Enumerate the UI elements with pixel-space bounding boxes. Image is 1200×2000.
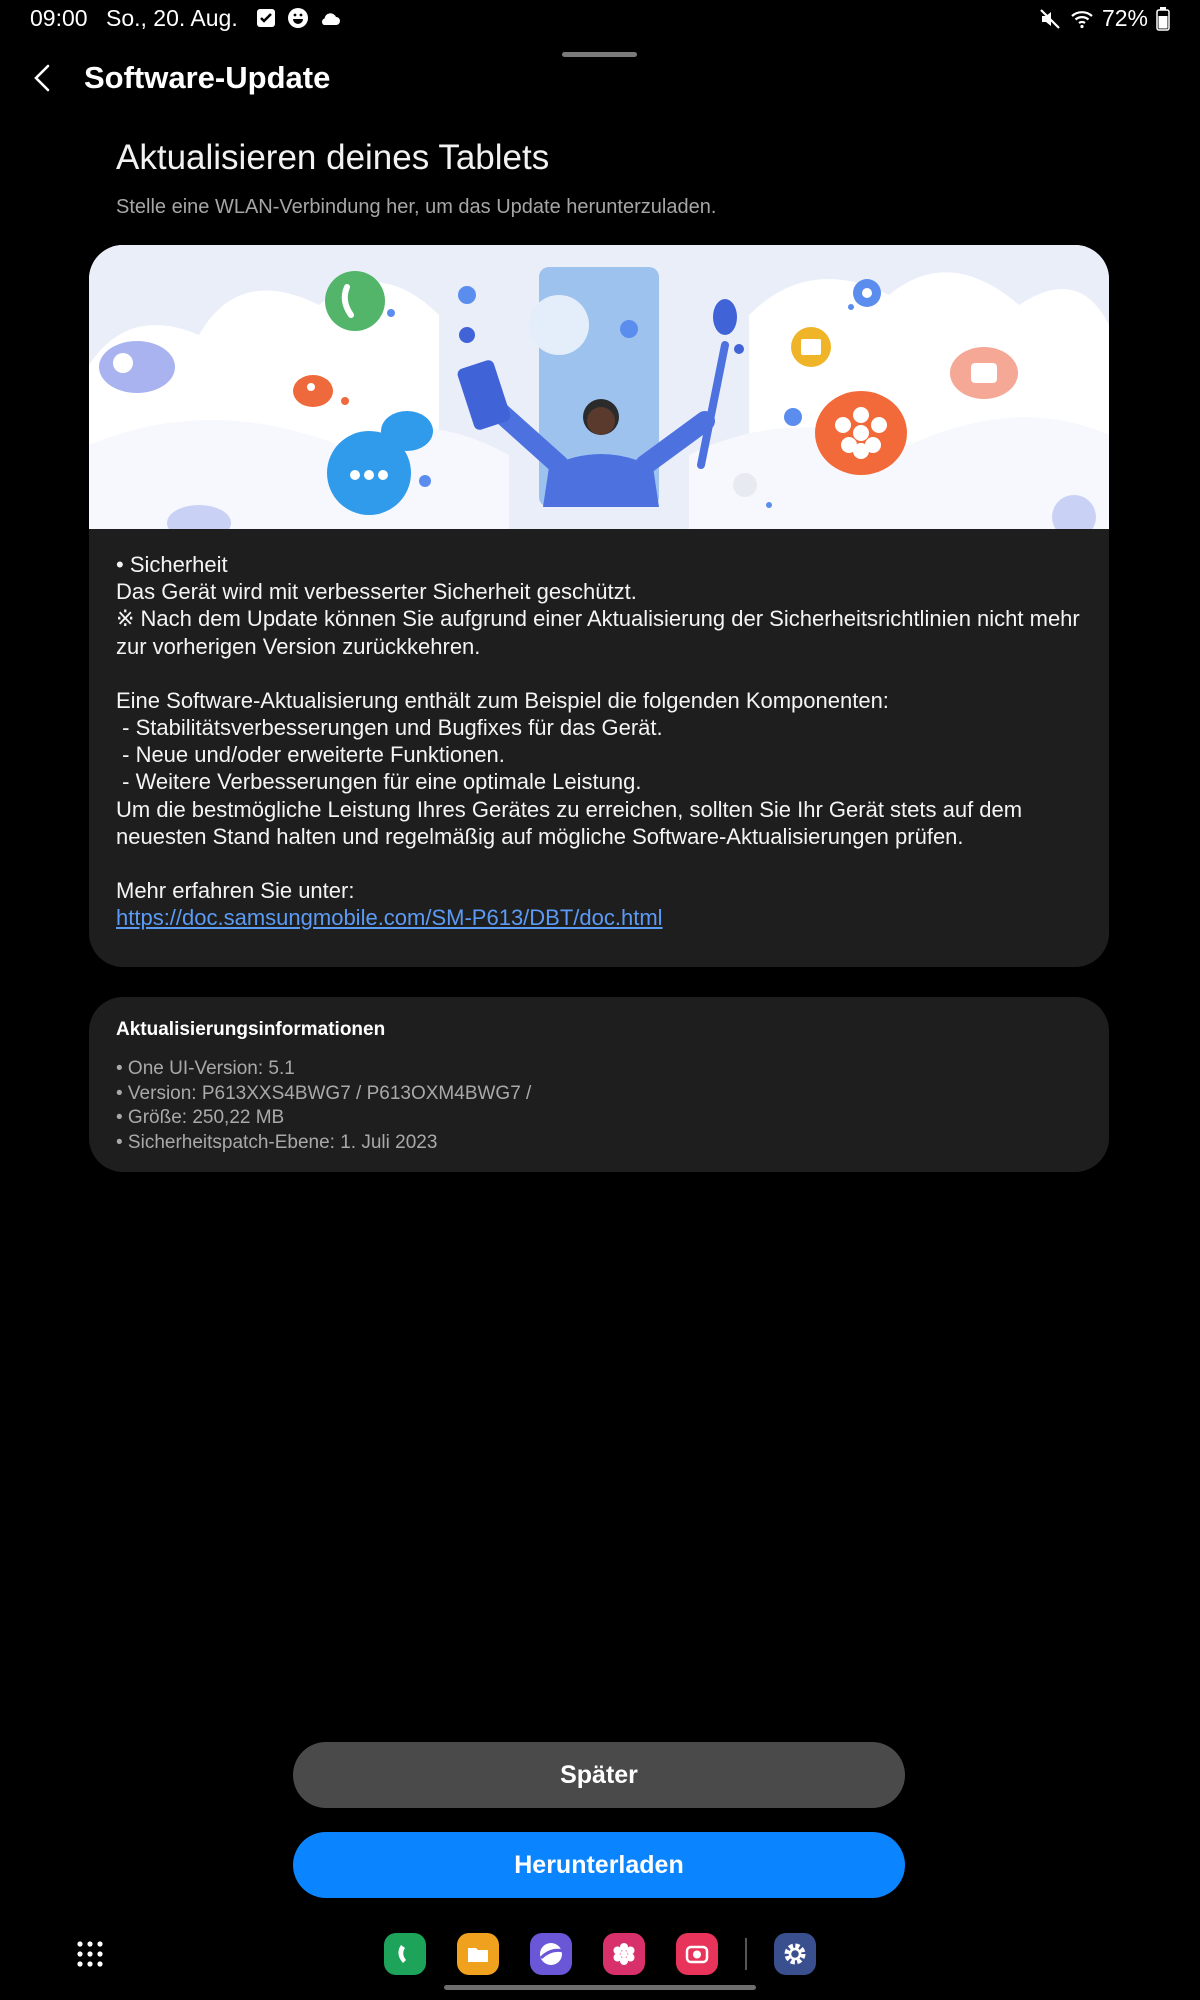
- mute-icon: [1038, 7, 1062, 31]
- update-subtitle: Stelle eine WLAN-Verbindung her, um das Update herunterzuladen.: [116, 196, 717, 218]
- update-heading: Aktualisieren deines Tablets: [116, 138, 550, 177]
- battery-icon: [1156, 7, 1170, 31]
- cloud-icon: [318, 6, 342, 30]
- face-icon: [286, 6, 310, 30]
- notes-security-heading: • Sicherheit: [116, 552, 228, 577]
- apps-grid-icon[interactable]: [76, 1940, 104, 1968]
- files-app-icon[interactable]: [457, 1933, 499, 1975]
- notes-line: Um die bestmögliche Leistung Ihres Gerätes zu erreichen, sollten Sie Ihr Gerät stets auf dem neuesten Stand halten und regelmäßig auf mögliche Software-Aktualisierungen prüfen.: [116, 796, 1029, 849]
- update-info-card: [89, 997, 1109, 1172]
- dock-separator: [745, 1938, 747, 1970]
- download-button[interactable]: Herunterladen: [293, 1832, 905, 1898]
- notification-icons: [254, 6, 342, 30]
- status-date: So., 20. Aug.: [106, 5, 238, 31]
- battery-percent: 72%: [1101, 5, 1148, 31]
- gallery-app-icon[interactable]: [603, 1933, 645, 1975]
- update-info-list: [116, 1057, 531, 1155]
- update-illustration: [89, 245, 1109, 529]
- settings-app-icon[interactable]: [774, 1933, 816, 1975]
- status-bar: [0, 0, 1200, 36]
- info-item-version: • Version: P613XXS4BWG7 / P613OXM4BWG7 /: [116, 1082, 532, 1104]
- info-item-ui-version: • One UI-Version: 5.1: [116, 1058, 295, 1079]
- home-indicator[interactable]: [444, 1985, 756, 1990]
- release-notes-card: [89, 245, 1109, 967]
- system-icons: [1038, 5, 1170, 32]
- notes-line: Eine Software-Aktualisierung enthält zum Beispiel die folgenden Komponenten:: [116, 687, 889, 713]
- camera-app-icon[interactable]: [676, 1933, 718, 1975]
- notes-line: ※ Nach dem Update können Sie aufgrund einer Aktualisierung der Sicherheitsrichtlinien nicht mehr zur vorherigen Version zurückkehren.: [116, 606, 1086, 659]
- gear-icon: [781, 1940, 809, 1968]
- update-info-title: Aktualisierungsinformationen: [116, 1019, 386, 1040]
- release-notes: [116, 551, 1086, 931]
- wifi-icon: [1070, 7, 1094, 31]
- phone-app-icon[interactable]: [384, 1933, 426, 1975]
- status-time: 09:00: [30, 5, 88, 31]
- page-title: Software-Update: [84, 60, 331, 95]
- internet-app-icon[interactable]: [530, 1933, 572, 1975]
- notes-line: - Neue und/oder erweiterte Funktionen.: [116, 742, 505, 768]
- later-button[interactable]: Später: [293, 1742, 905, 1808]
- drag-handle[interactable]: [562, 52, 637, 57]
- info-item-security-patch: • Sicherheitspatch-Ebene: 1. Juli 2023: [116, 1131, 438, 1153]
- chevron-left-icon: [31, 63, 53, 93]
- back-button[interactable]: [20, 56, 64, 100]
- taskbar-dock: [0, 1930, 1200, 1980]
- notes-line: Das Gerät wird mit verbesserter Sicherheit geschützt.: [116, 579, 637, 605]
- notes-line: - Weitere Verbesserungen für eine optimale Leistung.: [116, 769, 642, 795]
- info-item-size: • Größe: 250,22 MB: [116, 1107, 285, 1128]
- notes-line: Mehr erfahren Sie unter:: [116, 878, 355, 904]
- more-info-link[interactable]: https://doc.samsungmobile.com/SM-P613/DBT/doc.html: [116, 905, 663, 931]
- checkbox-icon: [254, 6, 278, 30]
- notes-line: - Stabilitätsverbesserungen und Bugfixes für das Gerät.: [116, 715, 663, 741]
